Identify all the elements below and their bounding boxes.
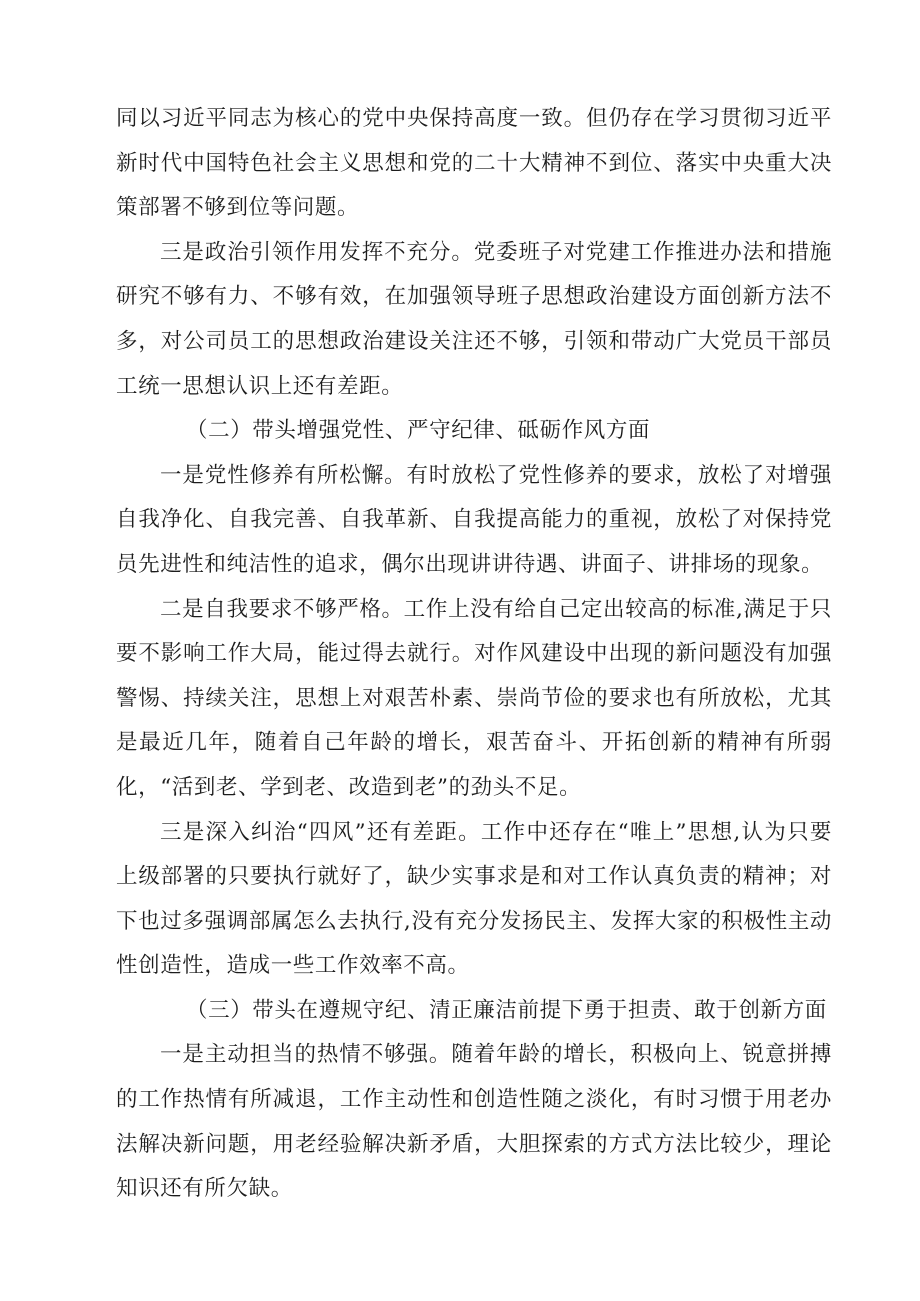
document-body [116,97,832,1212]
paragraph-continuation: 同以习近平同志为核心的党中央保持高度一致。但仍存在学习贯彻习近平新时代中国特色社会主义思想和党的二十大精神不到位、落实中央重大决策部署不够到位等问题。 [116,106,832,221]
paragraph-political-leadership: 三是政治引领作用发挥不充分。党委班子对党建工作推进办法和措施研究不够有力、不够有效，在加强领导班子思想政治建设方面创新方法不多，对公司员工的思想政治建设关注还不够，引领和带动广大党员干部员工统一思想认识上还有差距。 [116,239,832,399]
paragraph-initiative: 一是主动担当的热情不够强。随着年龄的增长，积极向上、锐意拼搏的工作热情有所减退，工作主动性和创造性随之淡化，有时习惯于用老办法解决新问题，用老经验解决新矛盾，大胆探索的方式方法比较少，理论知识还有所欠缺。 [116,1042,832,1202]
section-heading-3: （三）带头在遵规守纪、清正廉洁前提下勇于担责、敢于创新方面 [186,997,827,1023]
paragraph-self-discipline: 二是自我要求不够严格。工作上没有给自己定出较高的标准,满足于只要不影响工作大局，能过得去就行。对作风建设中出现的新问题没有加强警惕、持续关注，思想上对艰苦朴素、崇尚节俭的要求也有所放松，尤其是最近几年，随着自己年龄的增长，艰苦奋斗、开拓创新的精神有所弱化，“活到老、学到老、改造到老”的劲头不足。 [116,596,832,800]
paragraph-four-winds: 三是深入纠治“四风”还有差距。工作中还存在“唯上”思想,认为只要上级部署的只要执行就好了，缺少实事求是和对工作认真负责的精神；对下也过多强调部属怎么去执行,没有充分发扬民主、发挥大家的积极性主动性创造性，造成一些工作效率不高。 [116,819,832,979]
paragraph-party-cultivation: 一是党性修养有所松懈。有时放松了党性修养的要求，放松了对增强自我净化、自我完善、自我革新、自我提高能力的重视，放松了对保持党员先进性和纯洁性的追求，偶尔出现讲讲待遇、讲面子、讲排场的现象。 [116,462,832,577]
section-heading-2: （二）带头增强党性、严守纪律、砥砺作风方面 [186,418,651,444]
